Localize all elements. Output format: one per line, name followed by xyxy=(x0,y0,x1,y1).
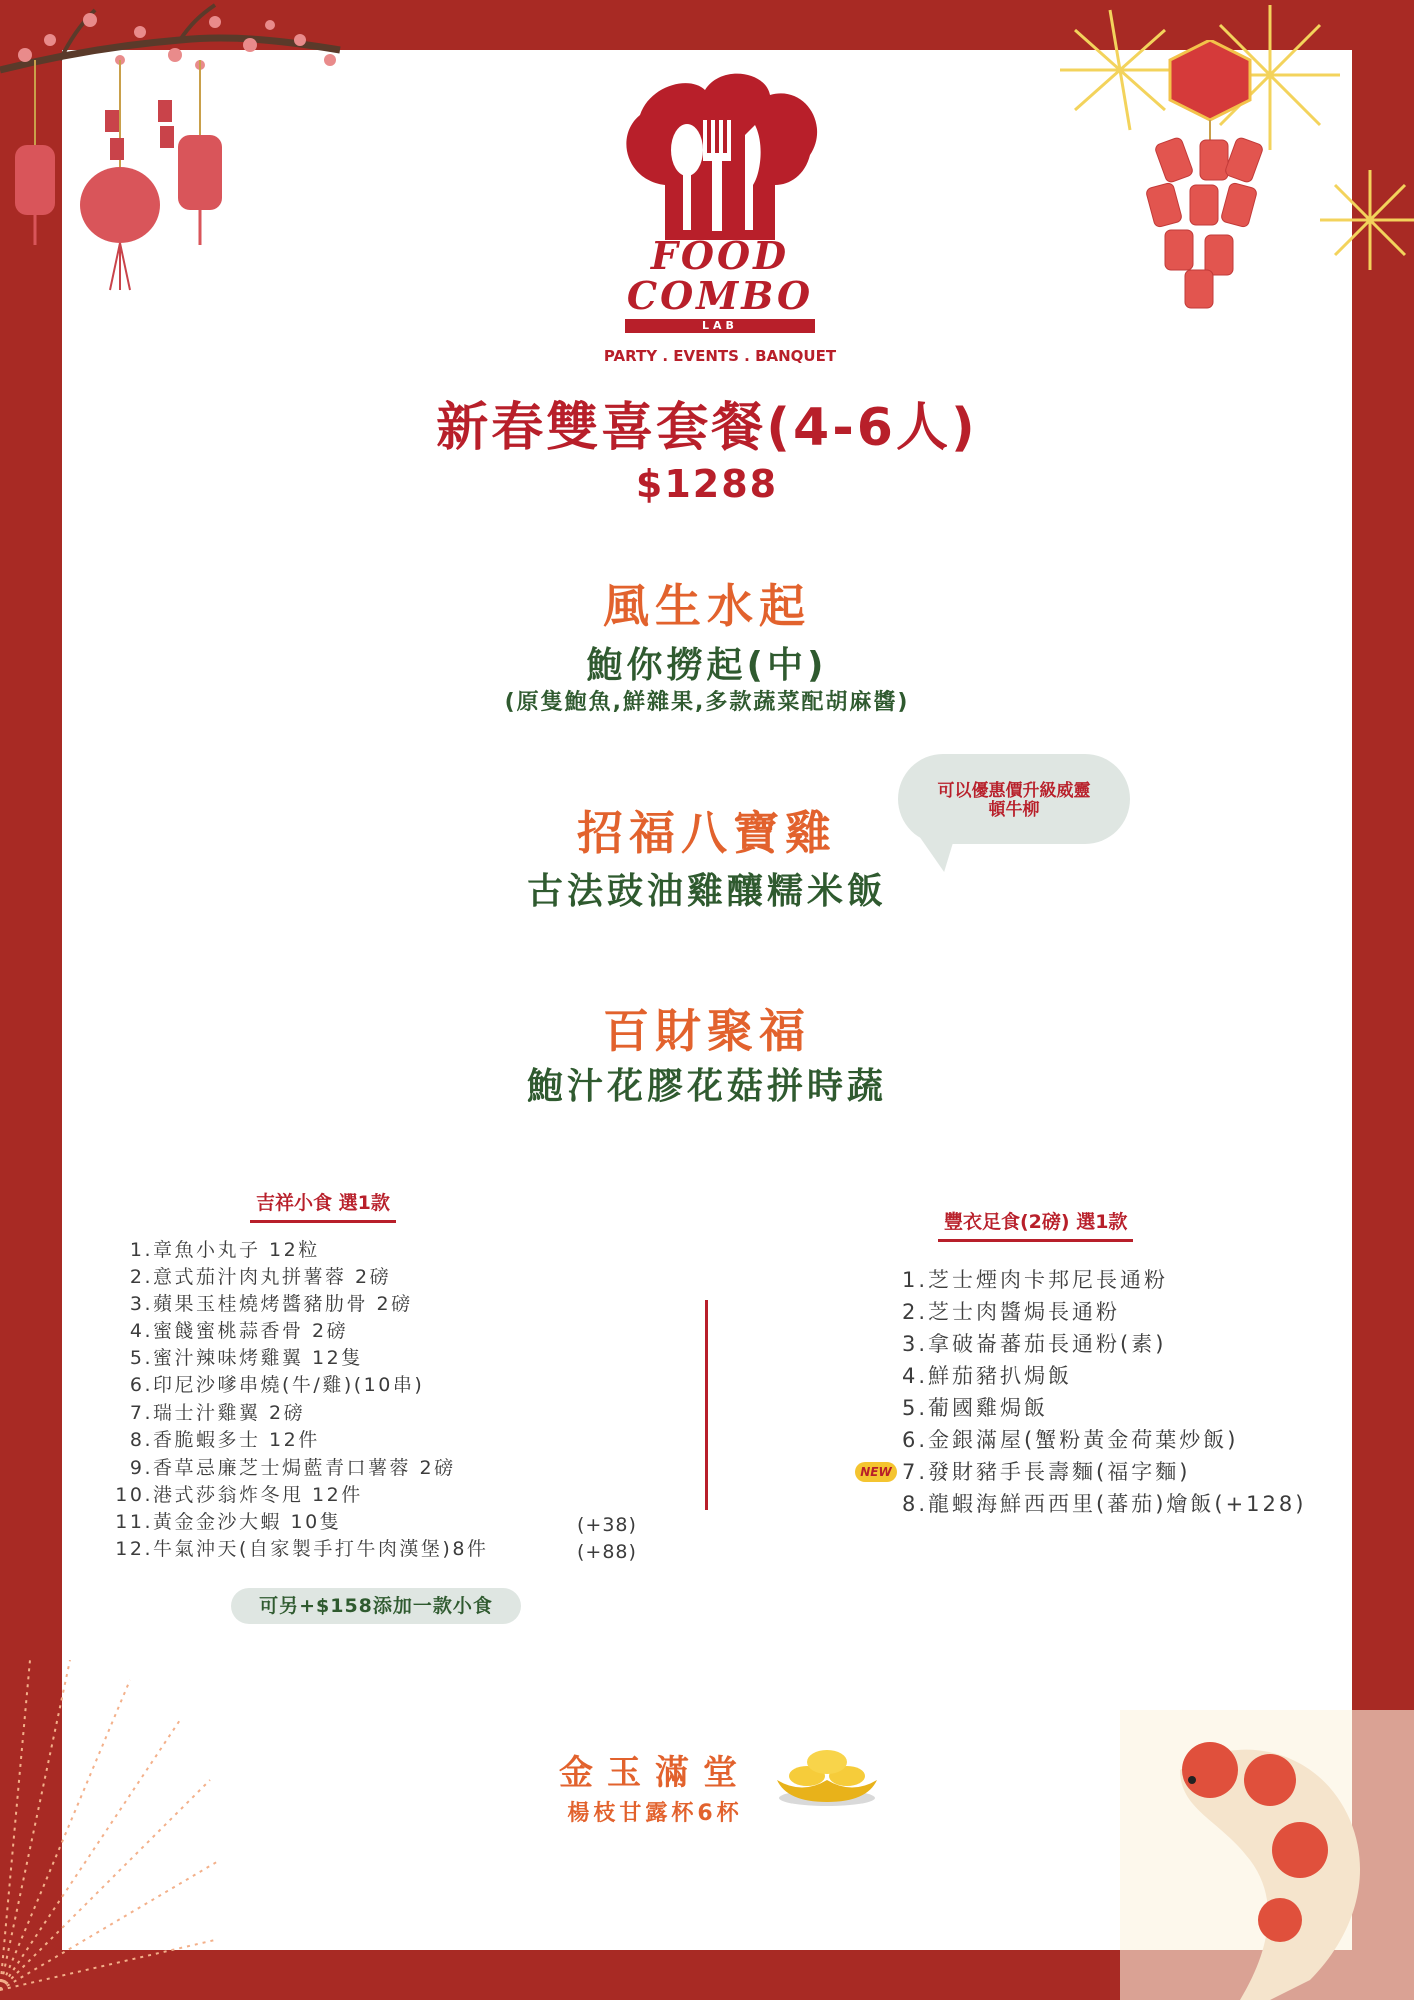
item-number: 9. xyxy=(129,1457,153,1479)
item-number: 6. xyxy=(901,1428,928,1452)
item-text: 芝士煙肉卡邦尼長通粉 xyxy=(928,1268,1168,1292)
list-item xyxy=(105,1289,413,1316)
list-item xyxy=(105,1534,488,1561)
list-item xyxy=(105,1370,424,1397)
item-number: 7. xyxy=(129,1402,153,1424)
list-item xyxy=(105,1262,391,1289)
item-text: 意式茄汁肉丸拼薯蓉 2磅 xyxy=(153,1266,392,1288)
item-number: 7. xyxy=(901,1460,928,1484)
snack-11-surcharge: (+38) xyxy=(577,1514,637,1536)
brand-logo xyxy=(605,65,835,375)
gold-ingot-icon xyxy=(772,1740,882,1810)
item-number: 1. xyxy=(129,1239,153,1261)
item-text: 黃金金沙大蝦 10隻 xyxy=(153,1511,342,1533)
section-divider xyxy=(705,1300,708,1510)
upgrade-bubble-line-2: 頓牛柳 xyxy=(988,800,1040,820)
item-text: 牛氣沖天(自家製手打牛肉漢堡)8件 xyxy=(153,1538,489,1560)
item-text: 印尼沙嗲串燒(牛/雞)(10串) xyxy=(153,1374,425,1396)
item-number: 2. xyxy=(901,1300,928,1324)
item-text: 章魚小丸子 12粒 xyxy=(153,1239,320,1261)
list-item xyxy=(898,1392,1048,1424)
list-item xyxy=(898,1424,1238,1456)
chef-hat-logo-icon xyxy=(605,65,835,240)
item-number: 10. xyxy=(115,1484,153,1506)
list-item xyxy=(105,1480,363,1507)
dish-2-name: 招福八寶雞 xyxy=(577,806,837,860)
list-item xyxy=(898,1488,1306,1520)
item-number: 12. xyxy=(115,1538,153,1560)
dessert-subtitle: 楊枝甘露杯6杯 xyxy=(567,1801,743,1826)
item-text: 龍蝦海鮮西西里(蕃茄)燴飯(+128) xyxy=(928,1492,1307,1516)
mains-title-underline xyxy=(938,1239,1133,1242)
list-item xyxy=(105,1507,341,1534)
item-number: 4. xyxy=(129,1320,153,1342)
upgrade-bubble-line-1: 可以優惠價升級威靈 xyxy=(937,781,1091,801)
item-text: 鮮茄豬扒焗飯 xyxy=(928,1364,1072,1388)
dish-2-subtitle: 古法豉油雞釀糯米飯 xyxy=(526,871,887,912)
item-number: 11. xyxy=(115,1511,153,1533)
item-text: 芝士肉醬焗長通粉 xyxy=(928,1300,1120,1324)
lantern-icon xyxy=(10,60,240,310)
item-text: 香草忌廉芝士焗藍青口薯蓉 2磅 xyxy=(153,1457,456,1479)
firework-icon xyxy=(0,1660,220,2000)
logo-word-lab: LAB xyxy=(625,319,815,333)
item-number: 6. xyxy=(129,1374,153,1396)
item-number: 3. xyxy=(129,1293,153,1315)
item-number: 2. xyxy=(129,1266,153,1288)
list-item xyxy=(898,1328,1166,1360)
snacks-title-underline xyxy=(250,1220,396,1223)
item-number: 5. xyxy=(901,1396,928,1420)
koi-fish-icon xyxy=(1120,1710,1414,2000)
item-text: 蜜汁辣味烤雞翼 12隻 xyxy=(153,1347,363,1369)
item-text: 拿破崙蕃茄長通粉(素) xyxy=(928,1332,1167,1356)
snack-addon-pill: 可另+$158添加一款小食 xyxy=(231,1588,521,1624)
item-text: 發財豬手長壽麵(福字麵) xyxy=(928,1460,1191,1484)
item-text: 港式莎翁炸冬甩 12件 xyxy=(153,1484,363,1506)
menu-title: 新春雙喜套餐(4-6人) xyxy=(436,398,978,458)
item-text: 瑞士汁雞翼 2磅 xyxy=(153,1402,306,1424)
dish-1-note: (原隻鮑魚,鮮雜果,多款蔬菜配胡麻醬) xyxy=(504,690,910,715)
list-item xyxy=(898,1296,1120,1328)
item-number: 4. xyxy=(901,1364,928,1388)
list-item xyxy=(105,1425,320,1452)
mains-title-text: 豐衣足食(2磅) 選1款 xyxy=(944,1211,1128,1233)
menu-price: $1288 xyxy=(635,462,779,506)
upgrade-bubble-text xyxy=(906,782,1122,820)
item-number: 1. xyxy=(901,1268,928,1292)
list-item xyxy=(898,1264,1168,1296)
item-text: 香脆蝦多士 12件 xyxy=(153,1429,320,1451)
dish-1-subtitle: 鮑你撈起(中) xyxy=(586,645,828,686)
item-number: 8. xyxy=(901,1492,928,1516)
item-number: 5. xyxy=(129,1347,153,1369)
snacks-title-text: 吉祥小食 選1款 xyxy=(256,1192,390,1214)
dish-3-name: 百財聚福 xyxy=(603,1004,811,1058)
dish-3-subtitle: 鮑汁花膠花菇拼時蔬 xyxy=(526,1066,887,1107)
item-text: 蘋果玉桂燒烤醬豬肋骨 2磅 xyxy=(153,1293,413,1315)
snacks-section-title xyxy=(256,1188,390,1215)
list-item xyxy=(105,1398,305,1425)
list-item xyxy=(898,1360,1072,1392)
list-item xyxy=(105,1316,348,1343)
list-item xyxy=(898,1456,1190,1488)
logo-word-combo: COMBO xyxy=(626,273,814,318)
dessert-title: 金玉滿堂 xyxy=(559,1753,751,1793)
new-badge: NEW xyxy=(855,1462,897,1482)
list-item xyxy=(105,1343,363,1370)
dish-1-name: 風生水起 xyxy=(603,579,811,633)
logo-word-food: FOOD xyxy=(650,233,790,278)
item-text: 葡國雞焗飯 xyxy=(928,1396,1048,1420)
list-item xyxy=(105,1453,456,1480)
list-item xyxy=(105,1235,320,1262)
firecracker-icon xyxy=(1120,40,1300,310)
item-text: 蜜餞蜜桃蒜香骨 2磅 xyxy=(153,1320,349,1342)
item-number: 8. xyxy=(129,1429,153,1451)
item-number: 3. xyxy=(901,1332,928,1356)
item-text: 金銀滿屋(蟹粉黃金荷葉炒飯) xyxy=(928,1428,1239,1452)
snack-12-surcharge: (+88) xyxy=(577,1541,637,1563)
mains-section-title xyxy=(944,1207,1127,1234)
logo-tagline: PARTY . EVENTS . BANQUET xyxy=(603,347,837,365)
